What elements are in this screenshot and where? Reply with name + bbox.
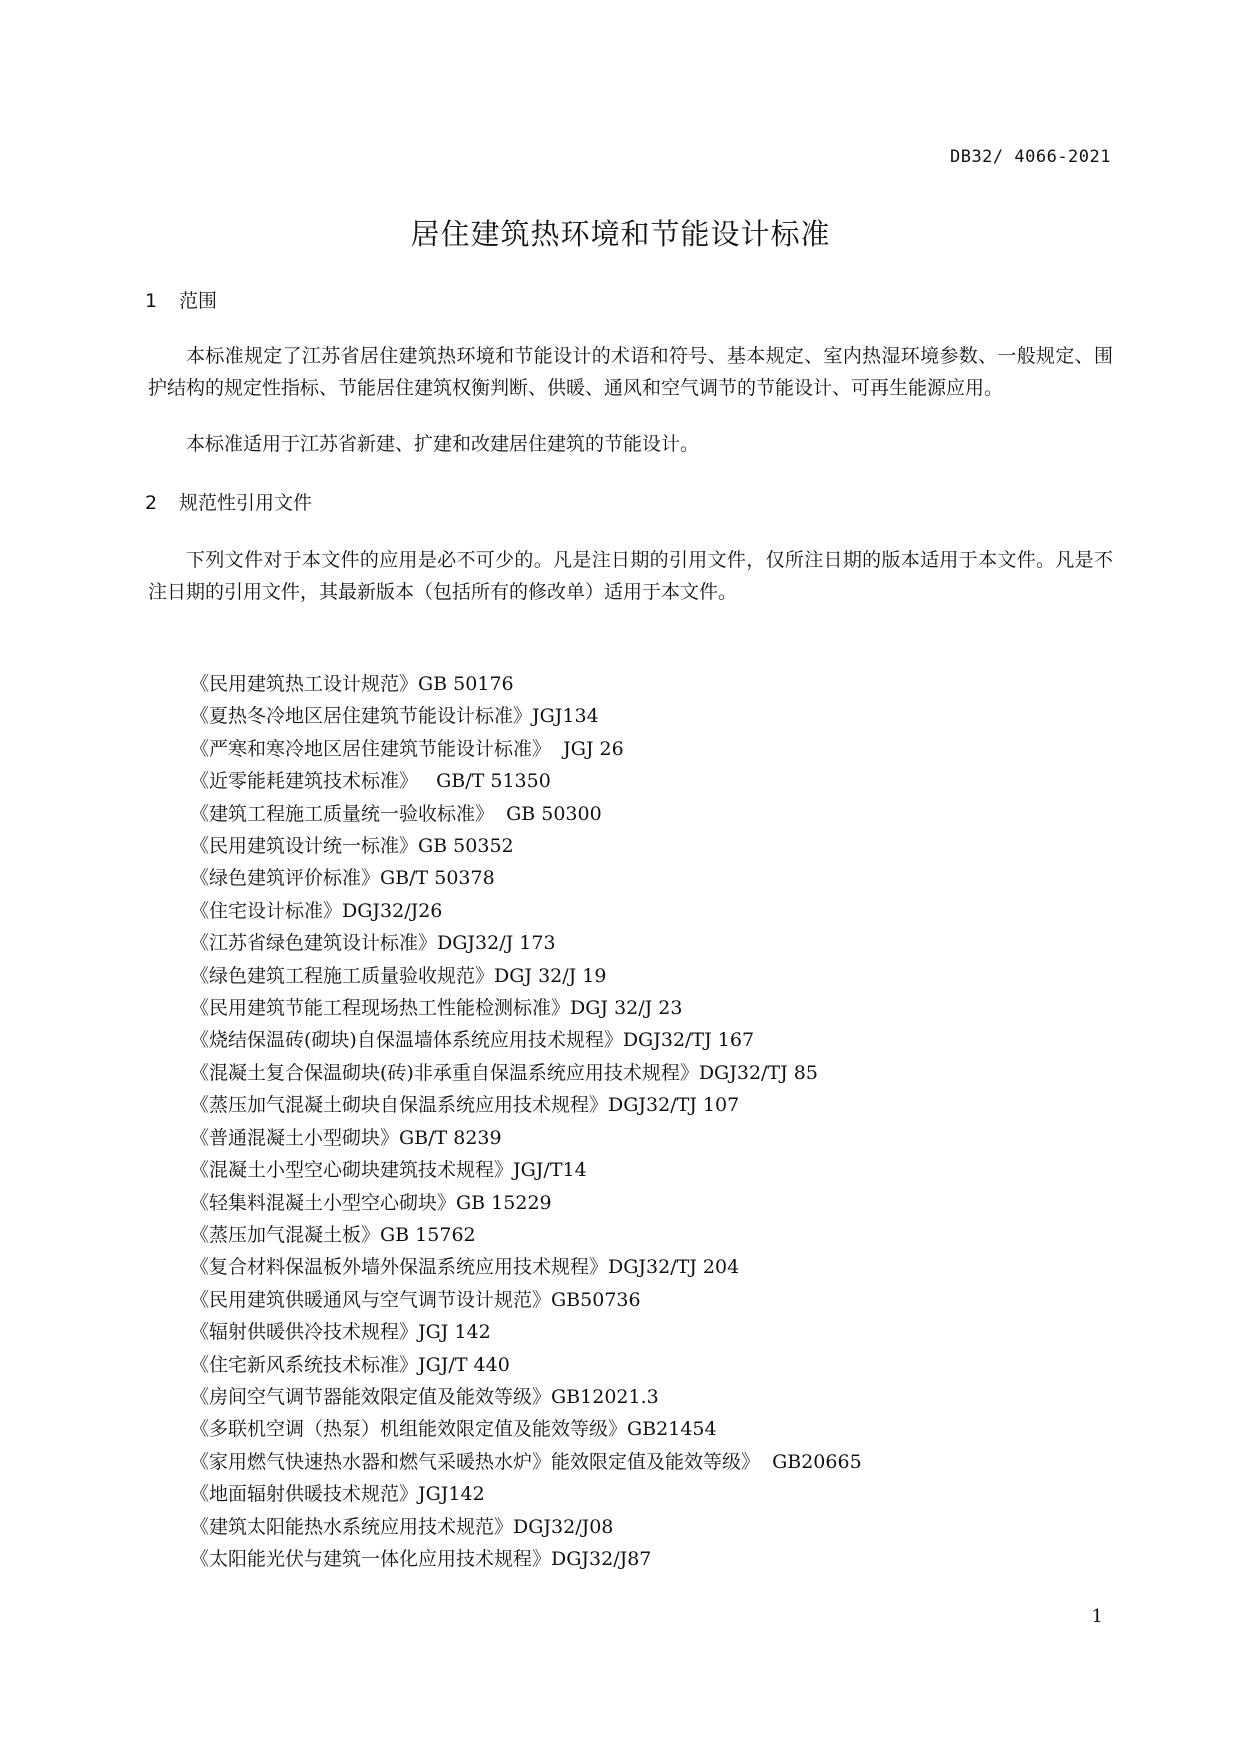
reference-item: 《近零能耗建筑技术标准》 GB/T 51350 xyxy=(190,770,551,793)
reference-item: 《江苏省绿色建筑设计标准》DGJ32/J 173 xyxy=(190,932,556,955)
reference-item: 《绿色建筑工程施工质量验收规范》DGJ 32/J 19 xyxy=(190,964,607,987)
reference-item: 《多联机空调（热泵）机组能效限定值及能效等级》GB21454 xyxy=(190,1418,717,1441)
reference-item: 《复合材料保温板外墙外保温系统应用技术规程》DGJ32/TJ 204 xyxy=(190,1256,740,1279)
reference-item: 《民用建筑热工设计规范》GB 50176 xyxy=(190,673,514,695)
reference-item: 《轻集料混凝土小型空心砌块》GB 15229 xyxy=(190,1191,552,1214)
section-number: 2 xyxy=(145,492,158,514)
reference-item: 《蒸压加气混凝土板》GB 15762 xyxy=(190,1223,476,1246)
document-title: 居住建筑热环境和节能设计标准 xyxy=(410,217,831,251)
reference-list xyxy=(190,668,862,1575)
reference-item: 《烧结保温砖(砌块)自保温墙体系统应用技术规程》DGJ32/TJ 167 xyxy=(190,1029,755,1052)
reference-item: 《建筑太阳能热水系统应用技术规范》DGJ32/J08 xyxy=(190,1515,614,1538)
scope-paragraph-1: 本标准规定了江苏省居住建筑热环境和节能设计的术语和符号、基本规定、室内热湿环境参数、一般规定、围护结构的规定性指标、节能居住建筑权衡判断、供暖、通风和空气调节的节能设计、可再生能源应用。 xyxy=(148,345,1113,399)
reference-item: 《混凝土小型空心砌块建筑技术规程》JGJ/T14 xyxy=(190,1159,587,1182)
section-title: 规范性引用文件 xyxy=(179,492,313,514)
section-number: 1 xyxy=(145,290,158,312)
scope-paragraph-2: 本标准适用于江苏省新建、扩建和改建居住建筑的节能设计。 xyxy=(186,433,700,455)
reference-item: 《严寒和寒冷地区居住建筑节能设计标准》 JGJ 26 xyxy=(190,737,624,760)
reference-item: 《蒸压加气混凝土砌块自保温系统应用技术规程》DGJ32/TJ 107 xyxy=(190,1094,740,1117)
section-heading-scope xyxy=(145,286,217,313)
reference-item: 《绿色建筑评价标准》GB/T 50378 xyxy=(190,867,495,890)
reference-item: 《普通混凝土小型砌块》GB/T 8239 xyxy=(190,1126,502,1149)
reference-item: 《民用建筑设计统一标准》GB 50352 xyxy=(190,835,514,858)
reference-item: 《地面辐射供暖技术规范》JGJ142 xyxy=(190,1483,485,1506)
reference-item: 《房间空气调节器能效限定值及能效等级》GB12021.3 xyxy=(190,1385,659,1408)
document-code: DB32/ 4066-2021 xyxy=(949,147,1111,167)
reference-item: 《家用燃气快速热水器和燃气采暖热水炉》能效限定值及能效等级》 GB20665 xyxy=(190,1450,862,1473)
reference-item: 《民用建筑供暖通风与空气调节设计规范》GB50736 xyxy=(190,1288,641,1311)
references-intro-paragraph: 下列文件对于本文件的应用是必不可少的。凡是注日期的引用文件，仅所注日期的版本适用于本文件。凡是不注日期的引用文件，其最新版本（包括所有的修改单）适用于本文件。 xyxy=(148,549,1113,603)
reference-item: 《太阳能光伏与建筑一体化应用技术规程》DGJ32/J87 xyxy=(190,1547,652,1570)
reference-item: 《住宅新风系统技术标准》JGJ/T 440 xyxy=(190,1353,510,1376)
section-title: 范围 xyxy=(179,290,218,312)
reference-item: 《夏热冬冷地区居住建筑节能设计标准》JGJ134 xyxy=(190,705,599,728)
reference-item: 《辐射供暖供冷技术规程》JGJ 142 xyxy=(190,1321,491,1344)
section-heading-normative-references xyxy=(145,488,312,515)
reference-item: 《住宅设计标准》DGJ32/J26 xyxy=(190,899,443,922)
reference-item: 《混凝土复合保温砌块(砖)非承重自保温系统应用技术规程》DGJ32/TJ 85 xyxy=(190,1061,818,1084)
page-number: 1 xyxy=(1091,1606,1103,1627)
reference-item: 《建筑工程施工质量统一验收标准》 GB 50300 xyxy=(190,802,602,825)
reference-item: 《民用建筑节能工程现场热工性能检测标准》DGJ 32/J 23 xyxy=(190,997,683,1020)
